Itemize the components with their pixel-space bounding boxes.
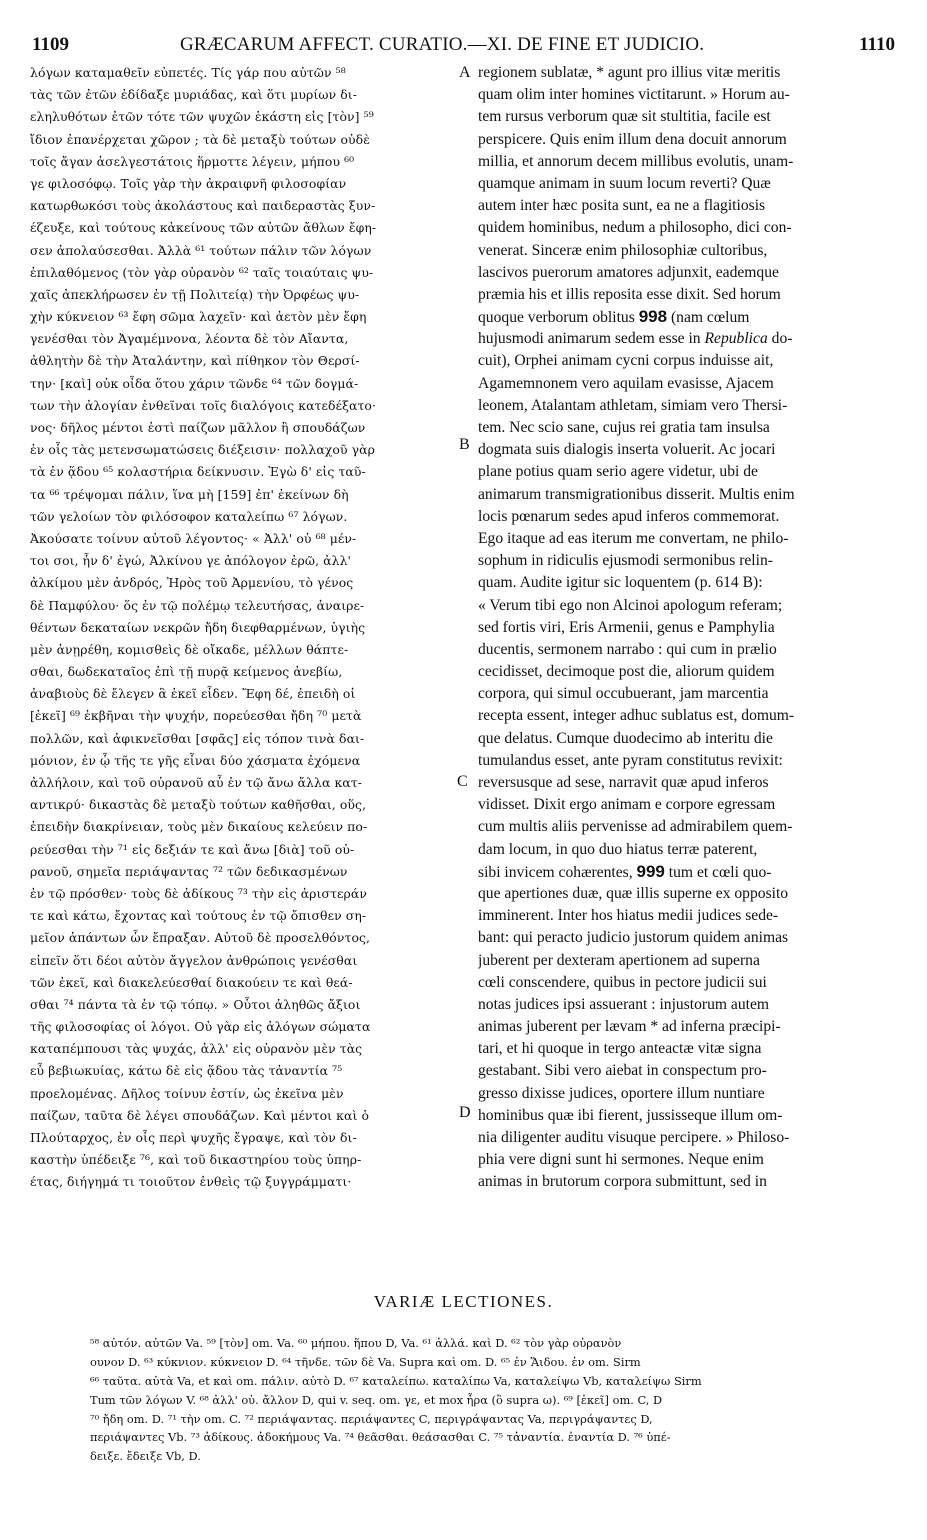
greek-line: εἰπεῖν ὅτι δέοι αὐτὸν ἄγγελον ἀνθρώποις γενέσθαι: [30, 952, 358, 968]
latin-line: gresso dixisse judices, oportere illum nuntiare: [478, 1084, 765, 1102]
marginal-number-998: 998: [638, 307, 668, 327]
greek-line: σθαι, δωδεκαταῖος ἐπὶ τῇ πυρᾷ κείμενος ἀνεβίω,: [30, 664, 343, 680]
margin-letter-b: B: [459, 436, 470, 453]
latin-line: cœli conscendere, quibus in pectore judicii sui: [478, 973, 767, 991]
latin-line: recepta essent, integer adhuc sublatus est, domum-: [478, 707, 795, 725]
latin-text: hujusmodi animarum sedem esse in: [478, 330, 701, 348]
latin-line: vidisset. Dixit ergo animam e corpore egressam: [478, 796, 776, 814]
greek-line: πολλῶν, καὶ ἀφικνεῖσθαι [σφᾶς] εἰς τόπον τινὰ δαι-: [30, 730, 365, 746]
note-line: ⁵⁸ αὐτόν. αὐτῶν Va. ⁵⁹ [τὸν] om. Va. ⁶⁰ μήπου. ἥπου D, Va. ⁶¹ ἀλλά. καὶ D. ⁶² τὸν γὰρ οὐρανὸν: [90, 1336, 622, 1350]
greek-line: τὰς τῶν ἐτῶν ἐδίδαξε μυριάδας, καὶ ὅτι μυρίων δι-: [30, 87, 358, 103]
greek-line: ρανοῦ, σημεῖα περιάψαντας ⁷² τῶν δεδικασμένων: [30, 863, 348, 879]
margin-letter-a: A: [459, 64, 471, 81]
greek-line: χὴν κύκνειον ⁶³ ἔφη σῶμα λαχεῖν· καὶ ἀετὸν μὲν ἔφη: [30, 309, 367, 325]
latin-line: dogmata suis dialogis inserta voluerit. Ac jocari: [478, 441, 776, 459]
note-line: ⁷⁰ ἤδη om. D. ⁷¹ τὴν om. C. ⁷² περιάψαντας. περιάψαντες C, περιγράψαντας Va, περιγράψαντες D,: [90, 1411, 653, 1426]
greek-line: Ἀκούσατε τοίνυν αὐτοῦ λέγοντος· « Ἀλλ' οὐ ⁶⁸ μέν-: [30, 530, 357, 546]
greek-line: τα ⁶⁶ τρέψομαι πάλιν, ἵνα μὴ [159] ἐπ' ἐκείνων δὴ: [30, 486, 349, 502]
latin-line: tumulandus esset, ante pyram constitutus revixit:: [478, 751, 783, 769]
greek-line: θέντων δεκαταίων νεκρῶν ἤδη διεφθαρμένων, ὑγιὴς: [30, 619, 366, 635]
greek-line: παίζων, ταῦτα δὲ λέγει σπουδάζων. Καὶ μέντοι καὶ ὁ: [30, 1107, 370, 1123]
greek-column: [30, 62, 458, 1194]
greek-line: τῆς φιλοσοφίας οἱ λόγοι. Οὐ γὰρ εἰς ἀλόγων σώματα: [30, 1019, 371, 1035]
page-number-left: 1109: [32, 34, 69, 55]
latin-line: gestabant. Sibi vero aiebat in conspectum pro-: [478, 1062, 767, 1080]
variae-lectiones-heading: VARIÆ LECTIONES.: [373, 1292, 554, 1311]
greek-line: ἀναβιοὺς δὲ ἔλεγεν ἃ ἐκεῖ εἶδεν. Ἔφη δέ, ἐπειδὴ οἱ: [30, 686, 356, 702]
latin-line: nia diligenter auditu visuque percipere. » Philoso-: [478, 1129, 790, 1146]
note-line: δειξε. ἔδειξε Vb, D.: [90, 1449, 201, 1464]
greek-line: δὲ Παμφύλου· ὅς ἐν τῷ πολέμῳ τελευτήσας, ἀναιρε-: [30, 597, 365, 613]
latin-line: quamque animam in suum locum reverti? Quæ: [478, 174, 771, 192]
latin-line: cum multis aliis pervenisse ad admirabilem quem-: [478, 818, 793, 836]
note-line: περιάψαντες Vb. ⁷³ ἀδίκους. ἀδοκήμους Va. ⁷⁴ θεᾶσθαι. θεάσασθαι C. ⁷⁵ τἀναντία. ἐναντία D. ⁷⁶ ὑπέ-: [90, 1430, 671, 1445]
latin-line: sed fortis viri, Eris Armenii, genus e Pamphylia: [478, 618, 775, 636]
page-number-right: 1110: [859, 34, 895, 55]
latin-line: locis pœnarum sedes apud inferos commemorat.: [478, 507, 780, 525]
greek-line: ἀθλητὴν δὲ τὴν Ἀταλάντην, καὶ πίθηκον τὸν Θερσί-: [30, 353, 360, 369]
latin-line: notas judices ipsi assuerant : injustorum autem: [478, 995, 770, 1013]
latin-line: [478, 306, 898, 328]
latin-line: que delatus. Cumque duodecimo ab interitu die: [478, 729, 773, 747]
page-header: [30, 34, 897, 62]
greek-line: αντικρύ· δικαστὰς δὲ μεταξὺ τούτων καθῆσθαι, οὕς,: [30, 797, 367, 813]
greek-line: ρεύεσθαι τὴν ⁷¹ εἰς δεξιάν τε καὶ ἄνω [διὰ] τοῦ οὐ-: [30, 841, 355, 857]
latin-line: millia, et annorum decem millibus evolutis, unam-: [478, 152, 794, 170]
greek-line: γε φιλοσόφῳ. Τοῖς γὰρ τὴν ἀκραιφνῆ φιλοσοφίαν: [30, 175, 347, 191]
note-line: ⁶⁶ ταῦτα. αὐτὰ Va, et καὶ om. πάλιν. αὐτὸ D. ⁶⁷ καταλείπω. καταλίπω Va, καταλείψω Vb, καταλείψω Sirm: [90, 1373, 702, 1388]
greek-line: καστὴν ὑπέδειξε ⁷⁶, καὶ τοῦ δικαστηρίου τοὺς ὑπηρ-: [30, 1152, 362, 1168]
latin-line: tem rursus verborum quæ sit stultitia, facile est: [478, 108, 771, 126]
latin-line: tem. Nec scio sane, cujus rei gratia tam insulsa: [478, 419, 770, 436]
greek-line: προελομένας. Δῆλος τοίνυν ἐστίν, ὡς ἐκεῖνα μὲν: [30, 1085, 344, 1101]
latin-line: animas in brutorum corpora submittunt, sed in: [478, 1173, 767, 1191]
latin-line: dam locum, in quo duo hiatus terræ paterent,: [478, 840, 758, 858]
latin-line: cecidisset, decimoque post die, aliorum quidem: [478, 663, 775, 681]
latin-line: ducentis, sermonem narrabo : qui cum in prælio: [478, 640, 777, 658]
greek-line: των τὴν ἀλογίαν ἐνθεῖναι τοῖς διαλόγοις κατεδέξατο·: [30, 397, 377, 413]
greek-line: έζευξε, καὶ τούτους κἀκείνους τῶν αὐτῶν ἄθλων ἔφη-: [30, 220, 377, 236]
latin-line: quam. Audite igitur sic loquentem (p. 614 B):: [478, 574, 763, 592]
note-line: ουνον D. ⁶³ κύκνιον. κύκνειον D. ⁶⁴ τῆνδε. τῶν δὲ Va. Supra καὶ om. D. ⁶⁵ ἐν Ἅιδου. ἐν om. Sirm: [90, 1354, 641, 1369]
margin-letter-c: C: [457, 773, 468, 790]
running-title: GRÆCARUM AFFECT. CURATIO.—XI. DE FINE ET JUDICIO.: [180, 34, 705, 55]
greek-line: την· [καὶ] οὐκ οἶδα ὅτου χάριν τῶνδε ⁶⁴ τῶν δογμά-: [30, 375, 359, 391]
latin-line: cuit), Orphei animam cycni corpus induisse ait,: [478, 352, 774, 370]
greek-line: μεῖον ἁπάντων ὧν ἔπραξαν. Αὐτοῦ δὲ προσελθόντος,: [30, 930, 371, 946]
greek-line: σθαι ⁷⁴ πάντα τὰ ἐν τῷ τόπῳ. » Οὗτοι ἀληθῶς ἄξιοι: [30, 996, 361, 1012]
latin-line: [478, 328, 898, 350]
greek-line: ἀλλήλοιν, καὶ τοῦ οὐρανοῦ αὖ ἐν τῷ ἄνω ἄλλα κατ-: [30, 775, 363, 790]
greek-line: λόγων καταμαθεῖν εὐπετές. Τίς γάρ που αὐτῶν ⁵⁸: [30, 65, 346, 80]
latin-line: plane potius quam serio agere videtur, ubi de: [478, 463, 758, 481]
greek-line: γενέσθαι τὸν Ἀγαμέμνονα, λέοντα δὲ τὸν Αἴαντα,: [30, 331, 349, 347]
latin-line: corpora, qui simul occubuerant, jam marcentia: [478, 685, 769, 703]
latin-text: quoque verborum oblitus: [478, 309, 635, 327]
variant-readings-notes: [90, 1334, 890, 1466]
latin-line: phia vere digni sunt hi sermones. Neque enim: [478, 1151, 764, 1169]
latin-line: « Verum tibi ego non Alcinoi apologum referam;: [478, 596, 783, 614]
greek-line: τῶν ἐκεῖ, καὶ διακελεύεσθαί διακούειν τε καὶ θεά-: [30, 974, 353, 990]
greek-line: καταπέμπουσι τὰς ψυχάς, ἀλλ' εἰς οὐρανὸν μὲν τὰς: [30, 1041, 363, 1057]
greek-line: [ἐκεῖ] ⁶⁹ ἐκβῆναι τὴν ψυχήν, πορεύεσθαι ἤδη ⁷⁰ μετὰ: [30, 708, 362, 724]
latin-line: animas juberent per lævam * ad inferna præcipi-: [478, 1018, 781, 1036]
greek-line: τῶν γελοίων τὸν φιλόσοφον καταλείπω ⁶⁷ λόγων.: [30, 508, 348, 524]
greek-line: μόνιον, ἐν ᾧ τῆς τε γῆς εἶναι δύο χάσματα ἐχόμενα: [30, 752, 361, 768]
latin-line: autem inter hæc posita sunt, ea ne a flagitiosis: [478, 197, 766, 215]
greek-line: κατωρθωκόσι τοὺς ἀκολάστους καὶ παιδεραστὰς ξυν-: [30, 198, 376, 214]
latin-line: [478, 861, 898, 883]
latin-text: sibi invicem cohærentes,: [478, 863, 633, 881]
latin-line: Agamemnonem vero aquilam evasisse, Ajacem: [478, 374, 774, 392]
greek-line: ἐπιλαθόμενος (τὸν γὰρ οὐρανὸν ⁶² ταῖς τοιαύταις ψυ-: [30, 264, 374, 280]
greek-line: σεν ἀπολαύσεσθαι. Ἀλλὰ ⁶¹ τούτων πάλιν τῶν λόγων: [30, 242, 372, 258]
marginal-number-999: 999: [636, 861, 665, 881]
latin-line: perspicere. Quis enim illum dena docuit annorum: [478, 130, 787, 148]
latin-line: reversusque ad sese, narravit quæ apud inferos: [478, 774, 769, 791]
latin-italic-text: Republica: [704, 330, 768, 348]
latin-line: hominibus quæ ibi fierent, jussisseque illum om-: [478, 1106, 783, 1124]
latin-text: tum et cœli quo-: [668, 863, 772, 881]
latin-line: Ego itaque ad eas iterum me convertam, ne philo-: [478, 529, 789, 547]
latin-line: regionem sublatæ, * agunt pro illius vitæ meritis: [478, 64, 781, 81]
latin-text: (nam cœlum: [670, 309, 750, 327]
greek-line: τοῖς ἄγαν ἀσελγεστάτοις ἥρμοττε λέγειν, μήπου ⁶⁰: [30, 153, 355, 169]
latin-line: imminerent. Inter hos hiatus medii judices sede-: [478, 907, 779, 925]
latin-line: animarum transmigrationibus disserit. Multis enim: [478, 485, 795, 503]
latin-line: quidem hominibus, nedum a philosopho, dici con-: [478, 219, 792, 237]
latin-line: præmia his et illis reposita esse dixit. Sed horum: [478, 285, 781, 303]
latin-line: leonem, Atalantam athletam, simiam vero Thersi-: [478, 396, 788, 414]
greek-line: εληλυθότων ἐτῶν τότε τῶν ψυχῶν ἑκάστη εἰς [τὸν] ⁵⁹: [30, 109, 374, 125]
greek-line: τε καὶ κάτω, ἔχοντας καὶ τούτους ἐν τῷ ὄπισθεν ση-: [30, 908, 367, 924]
greek-line: ἴδιον ἐπανέρχεται χῶρον ; τὰ δὲ μεταξὺ τούτων οὐδὲ: [30, 131, 370, 147]
latin-line: que apertiones duæ, quæ illis superne ex opposito: [478, 884, 789, 902]
greek-line: τὰ ἐν ᾅδου ⁶⁵ κολαστήρια δείκνυσιν. Ἐγὼ δ' εἰς ταῦ-: [30, 464, 366, 480]
greek-line: Πλούταρχος, ἐν οἷς περὶ ψυχῆς ἔγραψε, καὶ τὸν δι-: [30, 1130, 357, 1145]
greek-line: ἐν τῷ πρόσθεν· τοὺς δὲ ἀδίκους ⁷³ τὴν εἰς ἀριστεράν: [30, 885, 368, 901]
latin-line: lascivos puerorum amatores adjunxit, eademque: [478, 263, 779, 281]
note-line: Tum τῶν λόγων V. ⁶⁸ ἀλλ' οὐ. ἄλλον D, qui v. seq. om. γε, et mox ἦρα (ὃ supra ω). ⁶⁹ [ἐκεῖ] om. C, D: [90, 1392, 663, 1407]
greek-line: χαῖς ἀπεκλήρωσεν ἐν τῇ Πολιτείᾳ) τὴν Ὀρφέως ψυ-: [30, 286, 360, 302]
greek-line: εὖ βεβιωκυίας, κάτω δὲ εἰς ᾅδου τὰς τἀναντία ⁷⁵: [30, 1063, 343, 1079]
latin-line: sophum in ridiculis ejusmodi sermonibus relin-: [478, 552, 773, 570]
latin-text: do-: [771, 330, 793, 348]
greek-line: τοι σοι, ἦν δ' ἐγώ, Ἀλκίνου γε ἀπόλογον ἐρῶ, ἀλλ': [30, 553, 352, 569]
greek-line: νος· δῆλος μέντοι ἐστὶ παίζων μᾶλλον ἢ σπουδάζων: [30, 420, 366, 435]
latin-line: bant: qui peracto judicio justorum quidem animas: [478, 929, 789, 947]
margin-letter-d: D: [459, 1104, 471, 1121]
latin-line: venerat. Sinceræ enim philosophiæ cultoribus,: [478, 241, 768, 259]
latin-column: [478, 62, 898, 1194]
greek-line: ἐπειδὴν διακρίνειαν, τοὺς μὲν δικαίους κελεύειν πο-: [30, 819, 368, 835]
greek-line: ἐν οἷς τὰς μετενσωματώσεις διέξεισιν· πολλαχοῦ γὰρ: [30, 442, 375, 458]
greek-line: ἀλκίμου μὲν ἀνδρός, Ἠρὸς τοῦ Ἀρμενίου, τὸ γένος: [30, 575, 354, 591]
greek-line: έτας, διήγημά τι τοιοῦτον ἐνθεὶς τῷ ξυγγράμματι·: [30, 1174, 352, 1190]
greek-line: μὲν ἀνῃρέθη, κομισθεὶς δὲ οἴκαδε, μέλλων θάπτε-: [30, 641, 349, 657]
latin-line: tari, et hi quoque in tergo anteactæ vitæ signa: [478, 1040, 762, 1058]
latin-line: quam olim inter homines victitarunt. » Horum au-: [478, 86, 790, 104]
latin-line: juberent per dexteram apertionem ad superna: [478, 951, 760, 969]
